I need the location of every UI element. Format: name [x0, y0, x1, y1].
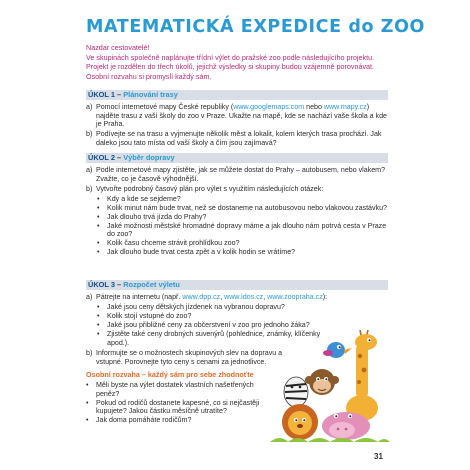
task3-bullet — [86, 303, 388, 312]
bullet-dot: • — [97, 330, 100, 339]
task2-bullet — [86, 248, 388, 257]
task3-a-sep2: , — [263, 293, 268, 301]
giraffe-illustration — [346, 330, 378, 421]
bullet-dot: • — [86, 416, 89, 424]
bullet-dot: • — [86, 398, 89, 407]
task3-header — [86, 280, 388, 290]
link-dpp[interactable]: www.dpp.cz — [182, 293, 221, 301]
task2-b-label: b) — [86, 184, 93, 193]
monkey-illustration — [305, 369, 339, 395]
task2-bullet-text: Jaké možnosti městské hromadné dopravy máme a jak dlouho nám potrvá cesta v Praze do zoo? — [107, 221, 387, 239]
task2-bullet — [86, 239, 388, 248]
task2-bullet-text: Jak dlouho trvá jízda do Prahy? — [107, 212, 207, 221]
task2-bullet-text: Kolik minut nám bude trvat, než se dostaneme na autobusovou nebo vlakovou zastávku? — [107, 203, 387, 212]
task2-bullet-text: Jak dlouho bude trvat cesta zpět a v kolik hodin se vrátíme? — [107, 248, 296, 257]
zebra-illustration — [284, 377, 308, 407]
lion-illustration — [282, 404, 318, 440]
page-number: 31 — [374, 452, 383, 461]
task2-b-text: Vytvořte podrobný časový plán pro výlet s využitím následujících otázek: — [96, 184, 324, 193]
task2-body — [86, 166, 388, 257]
osobni-rozvaha-list — [86, 381, 276, 425]
intro-greeting: Nazdar cestovatelé! — [86, 43, 150, 52]
task1-header — [86, 90, 388, 100]
page-title: MATEMATICKÁ EXPEDICE do ZOO — [86, 17, 426, 37]
task3-bullet — [86, 312, 388, 321]
bullet-dot: • — [97, 303, 100, 312]
task2-item-a — [86, 166, 388, 183]
task3-bullet-text: Jaké jsou přibližné ceny za občerstvení v zoo pro jednoho žáka? — [107, 321, 310, 330]
osobni-bullet — [86, 399, 276, 416]
task3-bullet-text: Kolik stojí vstupné do zoo? — [107, 312, 192, 321]
task3-a-text-post: ): — [322, 293, 328, 301]
bullet-dot: • — [97, 321, 100, 330]
task3-dash: – — [117, 280, 122, 289]
bullet-dot: • — [97, 248, 100, 257]
osobni-bullet — [86, 381, 276, 398]
task1-a-text-post: ) najděte trasu z vaší školy do zoo v Praze. Ukažte na mapě, kde se nachází vaše škola a kde je Praha. — [96, 103, 387, 128]
bullet-dot: • — [97, 312, 100, 321]
task3-b-text: Informujte se o možnostech skupinových slev na dopravu a vstupné. Porovnejte tyto ceny s cenami za jednotlivce. — [96, 349, 283, 366]
task1-item-a — [86, 103, 388, 129]
task2-a-text: Podle internetové mapy zjistěte, jak se můžete dostat do Prahy – autobusem, nebo vlakem? Zvažte, co je časově výhodnější. — [96, 166, 386, 183]
task3-b-label: b) — [86, 349, 93, 358]
task2-bullet — [86, 222, 388, 239]
bullet-dot: • — [97, 221, 100, 230]
bullet-dot: • — [97, 239, 100, 248]
task2-a-label: a) — [86, 166, 93, 174]
task2-bullet — [86, 213, 388, 222]
task1-item-b — [86, 130, 388, 147]
task2-header — [86, 153, 388, 163]
osobni-bullet-text: Pokud od rodičů dostanete kapesné, co si nejčastěji kupujete? Jakou částku měsíčně utratíte? — [96, 398, 260, 415]
osobni-rozvaha-heading: Osobní rozvaha – každý sám pro sebe zhodnoťte — [86, 370, 254, 379]
task2-bullet — [86, 195, 388, 204]
osobni-bullet-text: Jak doma pomáháte rodičům? — [96, 416, 192, 424]
task3-title: Rozpočet výletu — [123, 280, 180, 289]
task1-dash: – — [117, 90, 122, 99]
task2-title: Výběr dopravy — [123, 153, 175, 162]
link-mapy[interactable]: www.mapy.cz — [323, 103, 367, 111]
task2-bullet-text: Kdy a kde se sejdeme? — [107, 194, 181, 203]
intro-text: Ve skupinách společně naplánujte třídní výlet do pražské zoo podle následujícího projektu. Projekt je rozdělen do třech úkolů, jejichž výsledky si skupiny budou vzájemně porovnávat. Osobní rozvahu si promyslí každý sám. — [86, 52, 375, 81]
grass-decoration — [270, 438, 390, 442]
task1-b-text: Podívejte se na trasu a vyjmenujte několik měst a lokalit, kolem kterých trasa prochází. Jak daleko jsou tato místa od vaší školy a čím jsou zajímavá? — [96, 130, 382, 147]
bird-illustration — [323, 342, 352, 358]
task3-bullet — [86, 321, 367, 330]
bullet-dot: • — [97, 212, 100, 221]
task2-item-b — [86, 185, 388, 194]
task1-number: ÚKOL 1 — [88, 90, 115, 99]
task2-bullet — [86, 204, 388, 213]
task1-a-text-pre: Pomocí internetové mapy České republiky ( — [96, 103, 234, 111]
task2-dash: – — [117, 153, 122, 162]
osobni-bullet — [86, 416, 276, 425]
task3-number: ÚKOL 3 — [88, 280, 115, 289]
task3-item-a — [86, 293, 388, 302]
task2-bullet-text: Kolik času chceme strávit prohlídkou zoo? — [107, 239, 240, 248]
task1-title: Plánování trasy — [123, 90, 178, 99]
task3-a-sep1: , — [220, 293, 225, 301]
task1-a-label: a) — [86, 103, 93, 111]
task3-bullet-text: Zjistěte také ceny drobných suvenýrů (pohlednice, známky, klíčenky apod.). — [107, 330, 321, 347]
task3-a-label: a) — [86, 293, 93, 301]
task1-body — [86, 103, 388, 149]
task3-a-text-pre: Pátrejte na internetu (např. — [96, 293, 183, 301]
link-zoopraha[interactable]: www.zoopraha.cz — [267, 293, 323, 301]
task1-a-text-mid: nebo — [304, 103, 324, 111]
link-idos[interactable]: www.idos.cz — [224, 293, 264, 301]
bullet-dot: • — [97, 203, 100, 212]
link-googlemaps[interactable]: www.googlemaps.com — [233, 103, 305, 111]
hippo-illustration — [322, 412, 370, 440]
bullet-dot: • — [97, 194, 100, 203]
intro — [86, 43, 386, 81]
bullet-dot: • — [86, 381, 89, 389]
task1-b-label: b) — [86, 130, 93, 139]
task3-bullet-text: Jaké jsou ceny dětských jízdenek na vybranou dopravu? — [107, 303, 285, 312]
task2-number: ÚKOL 2 — [88, 153, 115, 162]
osobni-bullet-text: Měli byste na výlet dostatek vlastních našetřených peněz? — [96, 381, 254, 398]
zoo-animals-illustration — [270, 330, 390, 442]
